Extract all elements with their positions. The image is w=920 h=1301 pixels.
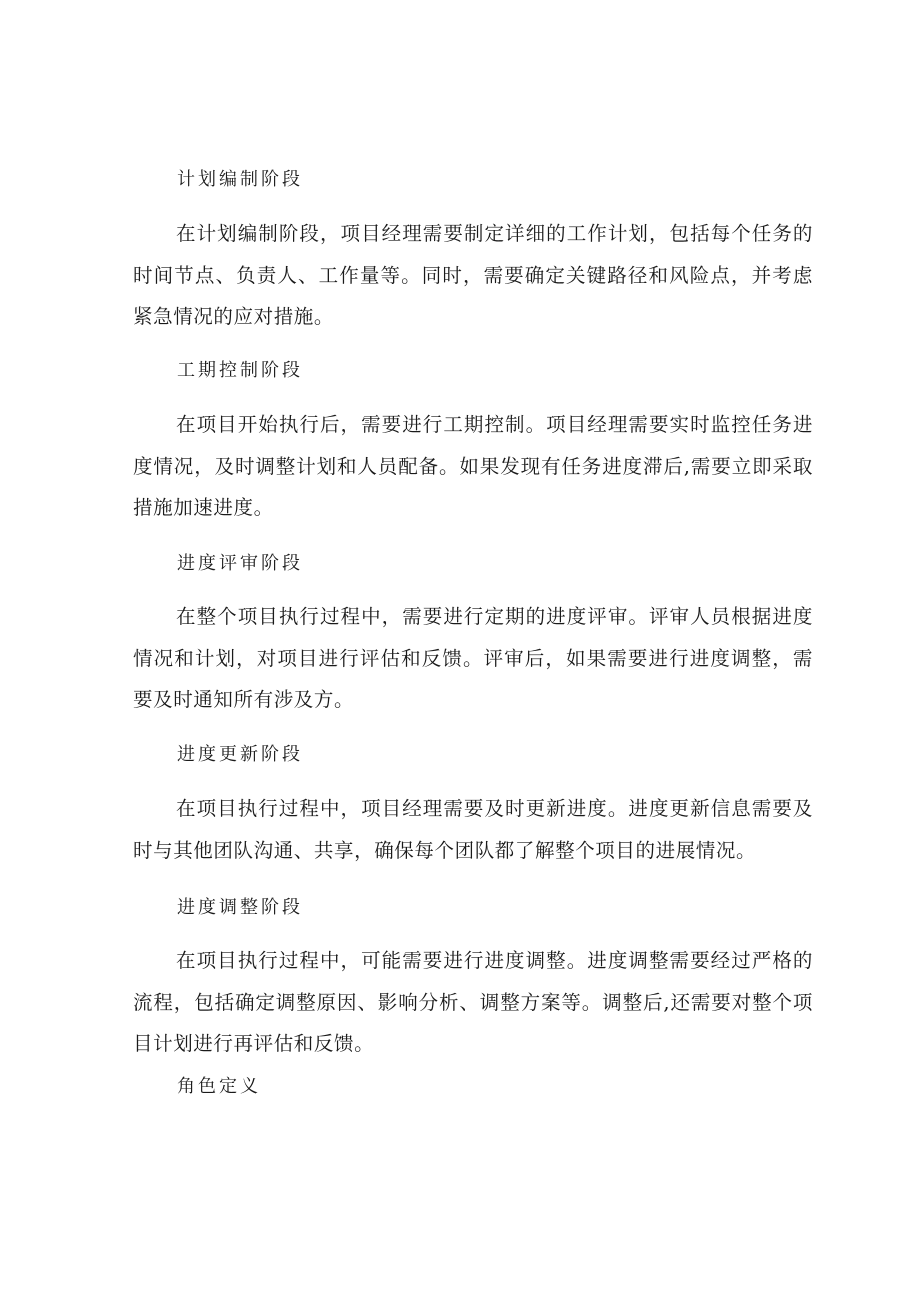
- section-heading-progress-update: 进度更新阶段: [177, 744, 303, 765]
- section-heading-role-definition: 角色定义: [177, 1076, 261, 1097]
- section-body-progress-review: 在整个项目执行过程中，需要进行定期的进度评审。评审人员根据进度情况和计划，对项目进行评估和反馈。评审后，如果需要进行进度调整，需要及时通知所有涉及方。: [133, 605, 813, 711]
- section-body-progress-update: 在项目执行过程中，项目经理需要及时更新进度。进度更新信息需要及时与其他团队沟通、共享，确保每个团队都了解整个项目的进展情况。: [133, 797, 813, 862]
- section-body-schedule-control: 在项目开始执行后，需要进行工期控制。项目经理需要实时监控任务进度情况，及时调整计划和人员配备。如果发现有任务进度滞后,需要立即采取措施加速进度。: [133, 413, 813, 519]
- section-body-progress-adjust: 在项目执行过程中，可能需要进行进度调整。进度调整需要经过严格的流程，包括确定调整原因、影响分析、调整方案等。调整后,还需要对整个项目计划进行再评估和反馈。: [133, 949, 813, 1055]
- section-heading-progress-adjust: 进度调整阶段: [177, 897, 303, 918]
- section-heading-plan: 计划编制阶段: [177, 169, 303, 190]
- section-heading-schedule-control: 工期控制阶段: [177, 360, 303, 381]
- section-body-plan: 在计划编制阶段，项目经理需要制定详细的工作计划，包括每个任务的时间节点、负责人、工作量等。同时，需要确定关键路径和风险点，并考虑紧急情况的应对措施。: [133, 222, 813, 328]
- section-heading-progress-review: 进度评审阶段: [177, 553, 303, 574]
